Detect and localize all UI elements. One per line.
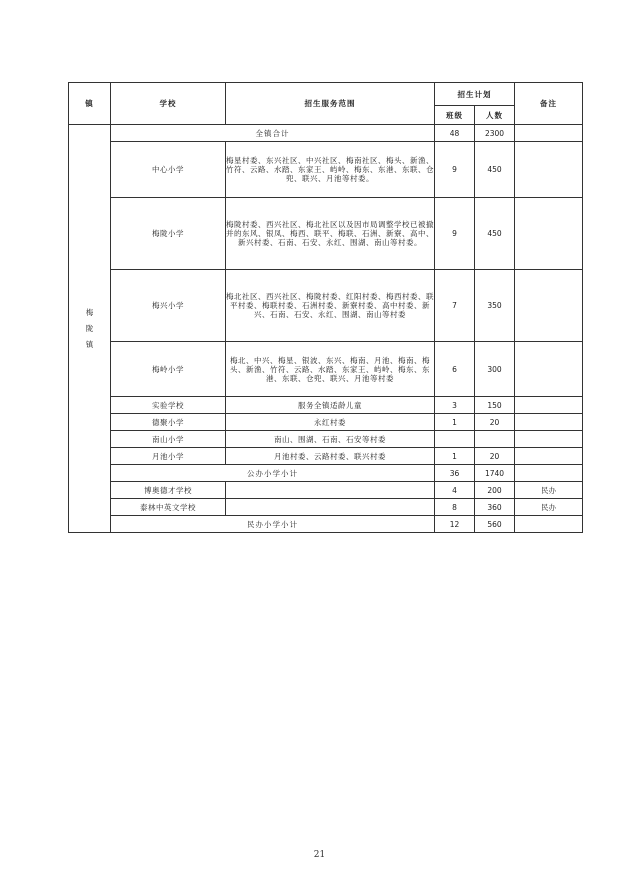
- private-subtotal-people: 560: [475, 516, 515, 533]
- table-row: [69, 270, 583, 342]
- town-name: 梅陇镇: [85, 307, 94, 349]
- total-label: 全镇合计: [111, 125, 435, 142]
- student-count: 350: [475, 270, 515, 342]
- school-name: 德聚小学: [111, 414, 226, 431]
- class-count: 4: [435, 482, 475, 499]
- student-count: 450: [475, 142, 515, 198]
- table-row: [69, 142, 583, 198]
- class-count: 1: [435, 414, 475, 431]
- note: 民办: [515, 482, 583, 499]
- school-name: 博奥德才学校: [111, 482, 226, 499]
- table-row: [69, 414, 583, 431]
- school-name: 中心小学: [111, 142, 226, 198]
- public-subtotal-note: [515, 465, 583, 482]
- service-area: 月池村委、云路村委、联兴村委: [226, 448, 435, 465]
- table-row: [69, 397, 583, 414]
- service-area: 梅星村委、东兴社区、中兴社区、梅南社区、梅头、新渔、竹符、云路、水踏、东家王、屿岭、梅东、东港、东联、仓兜、联兴、月池等村委。: [226, 142, 435, 198]
- service-area: 服务全镇适龄儿童: [226, 397, 435, 414]
- private-subtotal-row: [69, 516, 583, 533]
- note: [515, 431, 583, 448]
- table-row: [69, 198, 583, 270]
- service-area: 永红村委: [226, 414, 435, 431]
- student-count: 200: [475, 482, 515, 499]
- note: [515, 448, 583, 465]
- note: [515, 397, 583, 414]
- service-area: [226, 499, 435, 516]
- class-count: 1: [435, 448, 475, 465]
- table-row: [69, 499, 583, 516]
- student-count: 20: [475, 448, 515, 465]
- total-row: [69, 125, 583, 142]
- class-count: 9: [435, 142, 475, 198]
- class-count: 8: [435, 499, 475, 516]
- school-name: 梅岭小学: [111, 342, 226, 397]
- class-count: [435, 431, 475, 448]
- table-row: [69, 448, 583, 465]
- class-count: 7: [435, 270, 475, 342]
- town-cell: [69, 125, 111, 533]
- class-count: 3: [435, 397, 475, 414]
- public-subtotal-label: 公办小学小计: [111, 465, 435, 482]
- school-name: 泰林中英文学校: [111, 499, 226, 516]
- note: [515, 342, 583, 397]
- note: 民办: [515, 499, 583, 516]
- total-classes: 48: [435, 125, 475, 142]
- school-name: 实验学校: [111, 397, 226, 414]
- header-classes: 班级: [435, 106, 475, 125]
- page-number: 21: [313, 850, 326, 860]
- public-subtotal-classes: 36: [435, 465, 475, 482]
- student-count: 300: [475, 342, 515, 397]
- enrollment-table: [68, 82, 583, 533]
- note: [515, 198, 583, 270]
- class-count: 9: [435, 198, 475, 270]
- note: [515, 142, 583, 198]
- student-count: 360: [475, 499, 515, 516]
- table-row: [69, 431, 583, 448]
- school-name: 南山小学: [111, 431, 226, 448]
- header-school: 学校: [111, 83, 226, 125]
- header-people: 人数: [475, 106, 515, 125]
- student-count: 20: [475, 414, 515, 431]
- private-subtotal-classes: 12: [435, 516, 475, 533]
- public-subtotal-row: [69, 465, 583, 482]
- school-name: 梅陇小学: [111, 198, 226, 270]
- service-area: 梅北社区、西兴社区、梅陇村委、红阳村委、梅西村委、联平村委、梅联村委、石洲村委、新寮村委、高中村委、新兴、石南、石安、永红、围湖、南山等村委: [226, 270, 435, 342]
- school-name: 梅兴小学: [111, 270, 226, 342]
- service-area: 梅北、中兴、梅星、银波、东兴、梅南、月池、梅南、梅头、新渔、竹符、云路、水踏、东家王、屿岭、梅东、东港、东联、仓兜、联兴、月池等村委: [226, 342, 435, 397]
- total-note: [515, 125, 583, 142]
- private-subtotal-note: [515, 516, 583, 533]
- service-area: [226, 482, 435, 499]
- header-area: 招生服务范围: [226, 83, 435, 125]
- public-subtotal-people: 1740: [475, 465, 515, 482]
- student-count: 450: [475, 198, 515, 270]
- private-subtotal-label: 民办小学小计: [111, 516, 435, 533]
- service-area: 南山、围湖、石南、石安等村委: [226, 431, 435, 448]
- note: [515, 414, 583, 431]
- student-count: [475, 431, 515, 448]
- table-row: [69, 342, 583, 397]
- student-count: 150: [475, 397, 515, 414]
- note: [515, 270, 583, 342]
- class-count: 6: [435, 342, 475, 397]
- school-name: 月池小学: [111, 448, 226, 465]
- header-row-1: [69, 83, 583, 106]
- header-plan: 招生计划: [435, 83, 515, 106]
- total-people: 2300: [475, 125, 515, 142]
- table-row: [69, 482, 583, 499]
- header-town: 镇: [69, 83, 111, 125]
- header-notes: 备注: [515, 83, 583, 125]
- service-area: 梅陇村委、西兴社区、梅北社区以及因市局调整学校已被撤并的东风、银凤、梅西、联平、梅联、石洲、新寮、高中、新兴村委、石南、石安、永红、围湖、南山等村委。: [226, 198, 435, 270]
